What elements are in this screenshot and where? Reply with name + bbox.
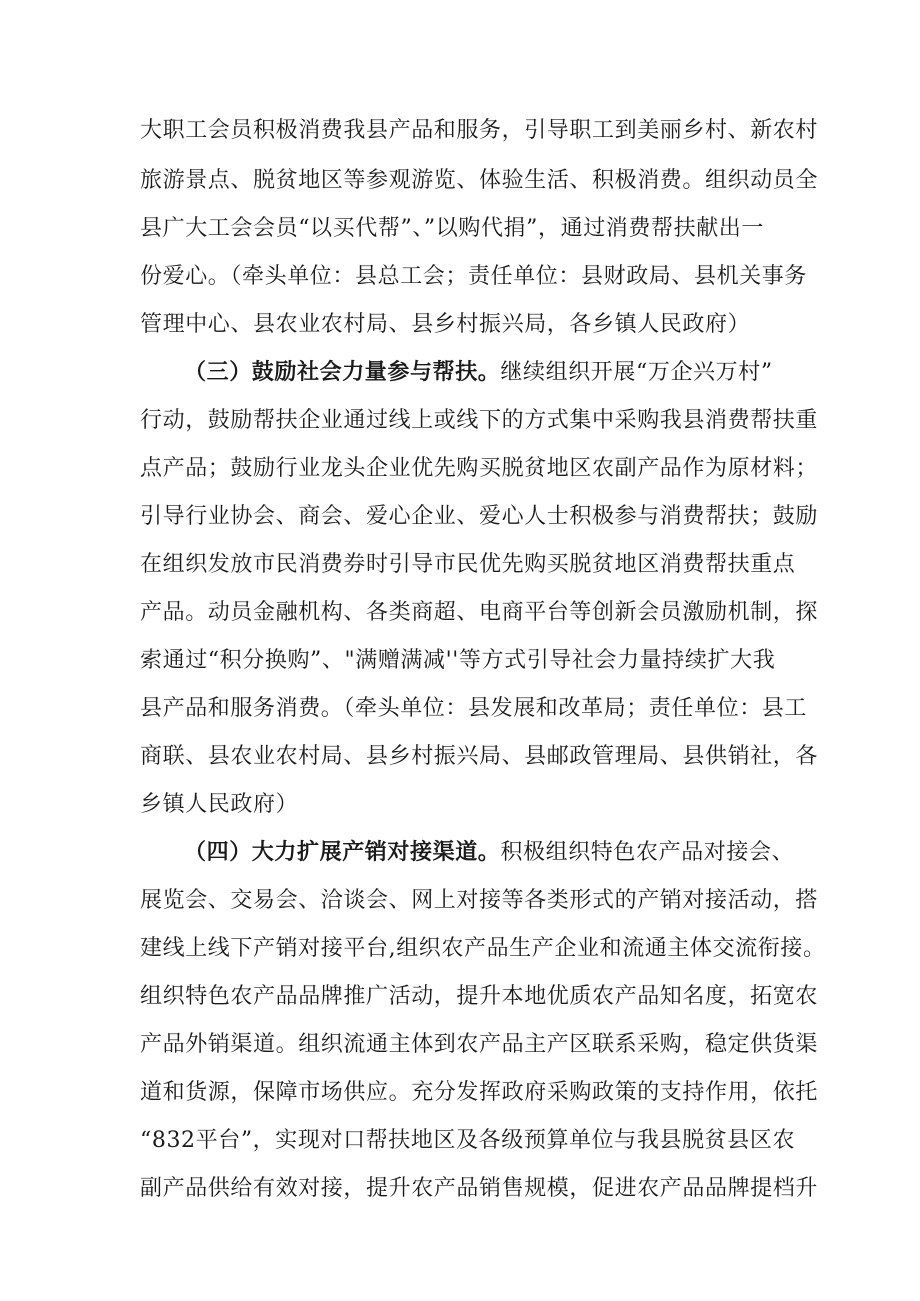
paragraph-line: 产品。动员金融机构、各类商超、电商平台等创新会员激励机制，探 (140, 600, 819, 625)
paragraph-line: 索通过“积分换购”、"满赠满减''等方式引导社会力量持续扩大我 (140, 648, 776, 673)
paragraph-line: 展览会、交易会、洽谈会、网上对接等各类形式的产销对接活动，搭 (140, 888, 819, 913)
paragraph-line: 组织特色农产品品牌推广活动，提升本地优质农产品知名度，拓宽农 (140, 984, 819, 1009)
paragraph-line: 大职工会员积极消费我县产品和服务，引导职工到美丽乡村、新农村 (140, 118, 819, 143)
paragraph-line: 乡镇人民政府） (140, 792, 299, 817)
section-three-text: 继续组织开展“万企兴万村” (500, 360, 773, 385)
paragraph-line: “832平台”，实现对口帮扶地区及各级预算单位与我县脱贫县区农 (140, 1128, 796, 1153)
paragraph-line: 管理中心、县农业农村局、县乡村振兴局，各乡镇人民政府） (140, 312, 751, 337)
paragraph-line: 副产品供给有效对接，提升农产品销售规模，促进农产品品牌提档升 (140, 1176, 819, 1201)
paragraph-line: 在组织发放市民消费券时引导市民优先购买脱贫地区消费帮扶重点 (140, 552, 796, 577)
paragraph-line: 县产品和服务消费。（牵头单位：县发展和改革局；责任单位：县工 (140, 696, 808, 721)
paragraph-line: 商联、县农业农村局、县乡村振兴局、县邮政管理局、县供销社，各 (140, 744, 819, 769)
section-four-heading: （四）大力扩展产销对接渠道。 (184, 840, 501, 865)
section-four-text: 积极组织特色农产品对接会、 (500, 840, 795, 865)
paragraph-line: 产品外销渠道。组织流通主体到农产品主产区联系采购，稳定供货渠 (140, 1032, 819, 1057)
paragraph-line: 引导行业协会、商会、爱心企业、爱心人士积极参与消费帮扶；鼓励 (140, 504, 819, 529)
section-three-first-line (184, 358, 800, 388)
paragraph-line: 建线上线下产销对接平台,组织农产品生产企业和流通主体交流衔接。 (140, 936, 826, 961)
paragraph-line: 行动，鼓励帮扶企业通过线上或线下的方式集中采购我县消费帮扶重 (140, 408, 819, 433)
paragraph-line: 县广大工会会员“以买代帮”、”以购代捐”，通过消费帮扶献出一 (140, 216, 764, 241)
paragraph-line: 道和货源，保障市场供应。充分发挥政府采购政策的支持作用，依托 (140, 1080, 819, 1105)
paragraph-line: 点产品；鼓励行业龙头企业优先购买脱贫地区农副产品作为原材料； (140, 456, 819, 481)
section-four-first-line (184, 838, 800, 868)
paragraph-line: 旅游景点、脱贫地区等参观游览、体验生活、积极消费。组织动员全 (140, 168, 819, 193)
paragraph-line: 份爱心。（牵头单位：县总工会；责任单位：县财政局、县机关事务 (140, 264, 808, 289)
section-three-heading: （三）鼓励社会力量参与帮扶。 (184, 360, 501, 385)
